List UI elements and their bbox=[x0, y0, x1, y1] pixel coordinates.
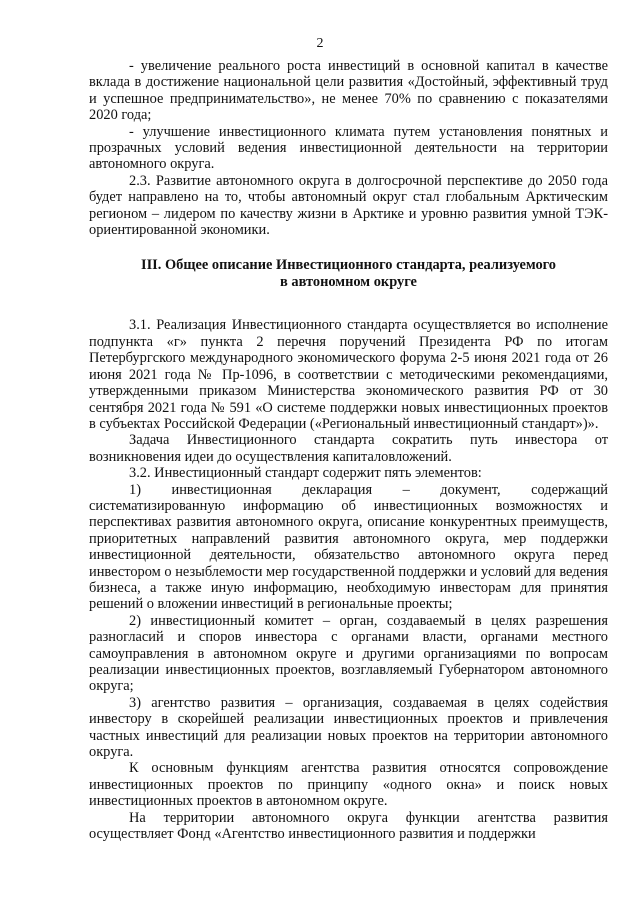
document-body bbox=[89, 58, 608, 842]
list-item-committee: 2) инвестиционный комитет – орган, создаваемый в целях разрешения разногласий и споров инвестора с органами власти, органами местного самоуправления в автономном округе и другими организациями по вопросам реализации инвестиционных проектов, возглавляемый Губернатором автономного округа; bbox=[89, 612, 608, 695]
paragraph-3-1: 3.1. Реализация Инвестиционного стандарта осуществляется во исполнение подпункта «г» пункта 2 перечня поручений Президента РФ по итогам Петербургского международного экономического форума 2-5 июня 2021 года от 26 июня 2021 года № Пр-1096, в соответствии с методическими рекомендациями, утвержденными приказом Министерства экономического развития РФ от 30 сентября 2021 года № 591 «О системе поддержки новых инвестиционных проектов в субъектах Российской Федерации («Региональный инвестиционный стандарт»)». bbox=[89, 317, 608, 432]
paragraph-agency-fund: На территории автономного округа функции агентства развития осуществляет Фонд «Агентство инвестиционного развития и поддержки bbox=[89, 809, 608, 843]
paragraph-investment-climate: - улучшение инвестиционного климата путем установления понятных и прозрачных условий ведения инвестиционной деятельности на территории автономного округа. bbox=[89, 123, 608, 173]
list-item-agency: 3) агентство развития – организация, создаваемая в целях содействия инвестору в скорейшей реализации инвестиционных проектов и привлечения частных инвестиций для реализации новых проектов на территории автономного округа. bbox=[89, 694, 608, 761]
paragraph-agency-functions: К основным функциям агентства развития относятся сопровождение инвестиционных проектов по принципу «одного окна» и поиск новых инвестиционных проектов в автономном округе. bbox=[89, 760, 608, 810]
paragraph-task: Задача Инвестиционного стандарта сократить путь инвестора от возникновения идеи до осуществления капиталовложений. bbox=[89, 432, 608, 465]
section-heading bbox=[89, 257, 608, 291]
paragraph-investment-growth: - увеличение реального роста инвестиций в основной капитал в качестве вклада в достижение национальной цели развития «Достойный, эффективный труд и успешное предпринимательство», не менее 70% по сравнению с показателями 2020 года; bbox=[89, 58, 608, 124]
list-item-declaration: 1) инвестиционная декларация – документ, содержащий систематизированную информацию об инвестиционных возможностях и перспективах развития автономного округа, описание конкурентных преимуществ, приоритетных направлений развития автономного округа, мер поддержки инвестиционной деятельности, обязательство автономного округа перед инвестором о незыблемости мер государственной поддержки и условий для ведения бизнеса, а также иную информацию, необходимую инвесторам для принятия решений о вложении инвестиций в региональные проекты; bbox=[89, 481, 608, 613]
section-heading-line-1: III. Общее описание Инвестиционного стандарта, реализуемого bbox=[140, 257, 557, 274]
page-number: 2 bbox=[316, 36, 324, 51]
paragraph-2-3: 2.3. Развитие автономного округа в долгосрочной перспективе до 2050 года будет направлено на то, чтобы автономный округ стал глобальным Арктическим регионом – лидером по качеству жизни в Арктике и уровню развития умной ТЭК-ориентированной экономики. bbox=[89, 172, 608, 239]
paragraph-3-2: 3.2. Инвестиционный стандарт содержит пять элементов: bbox=[129, 465, 482, 482]
section-heading-line-2: в автономном округе bbox=[280, 274, 417, 291]
